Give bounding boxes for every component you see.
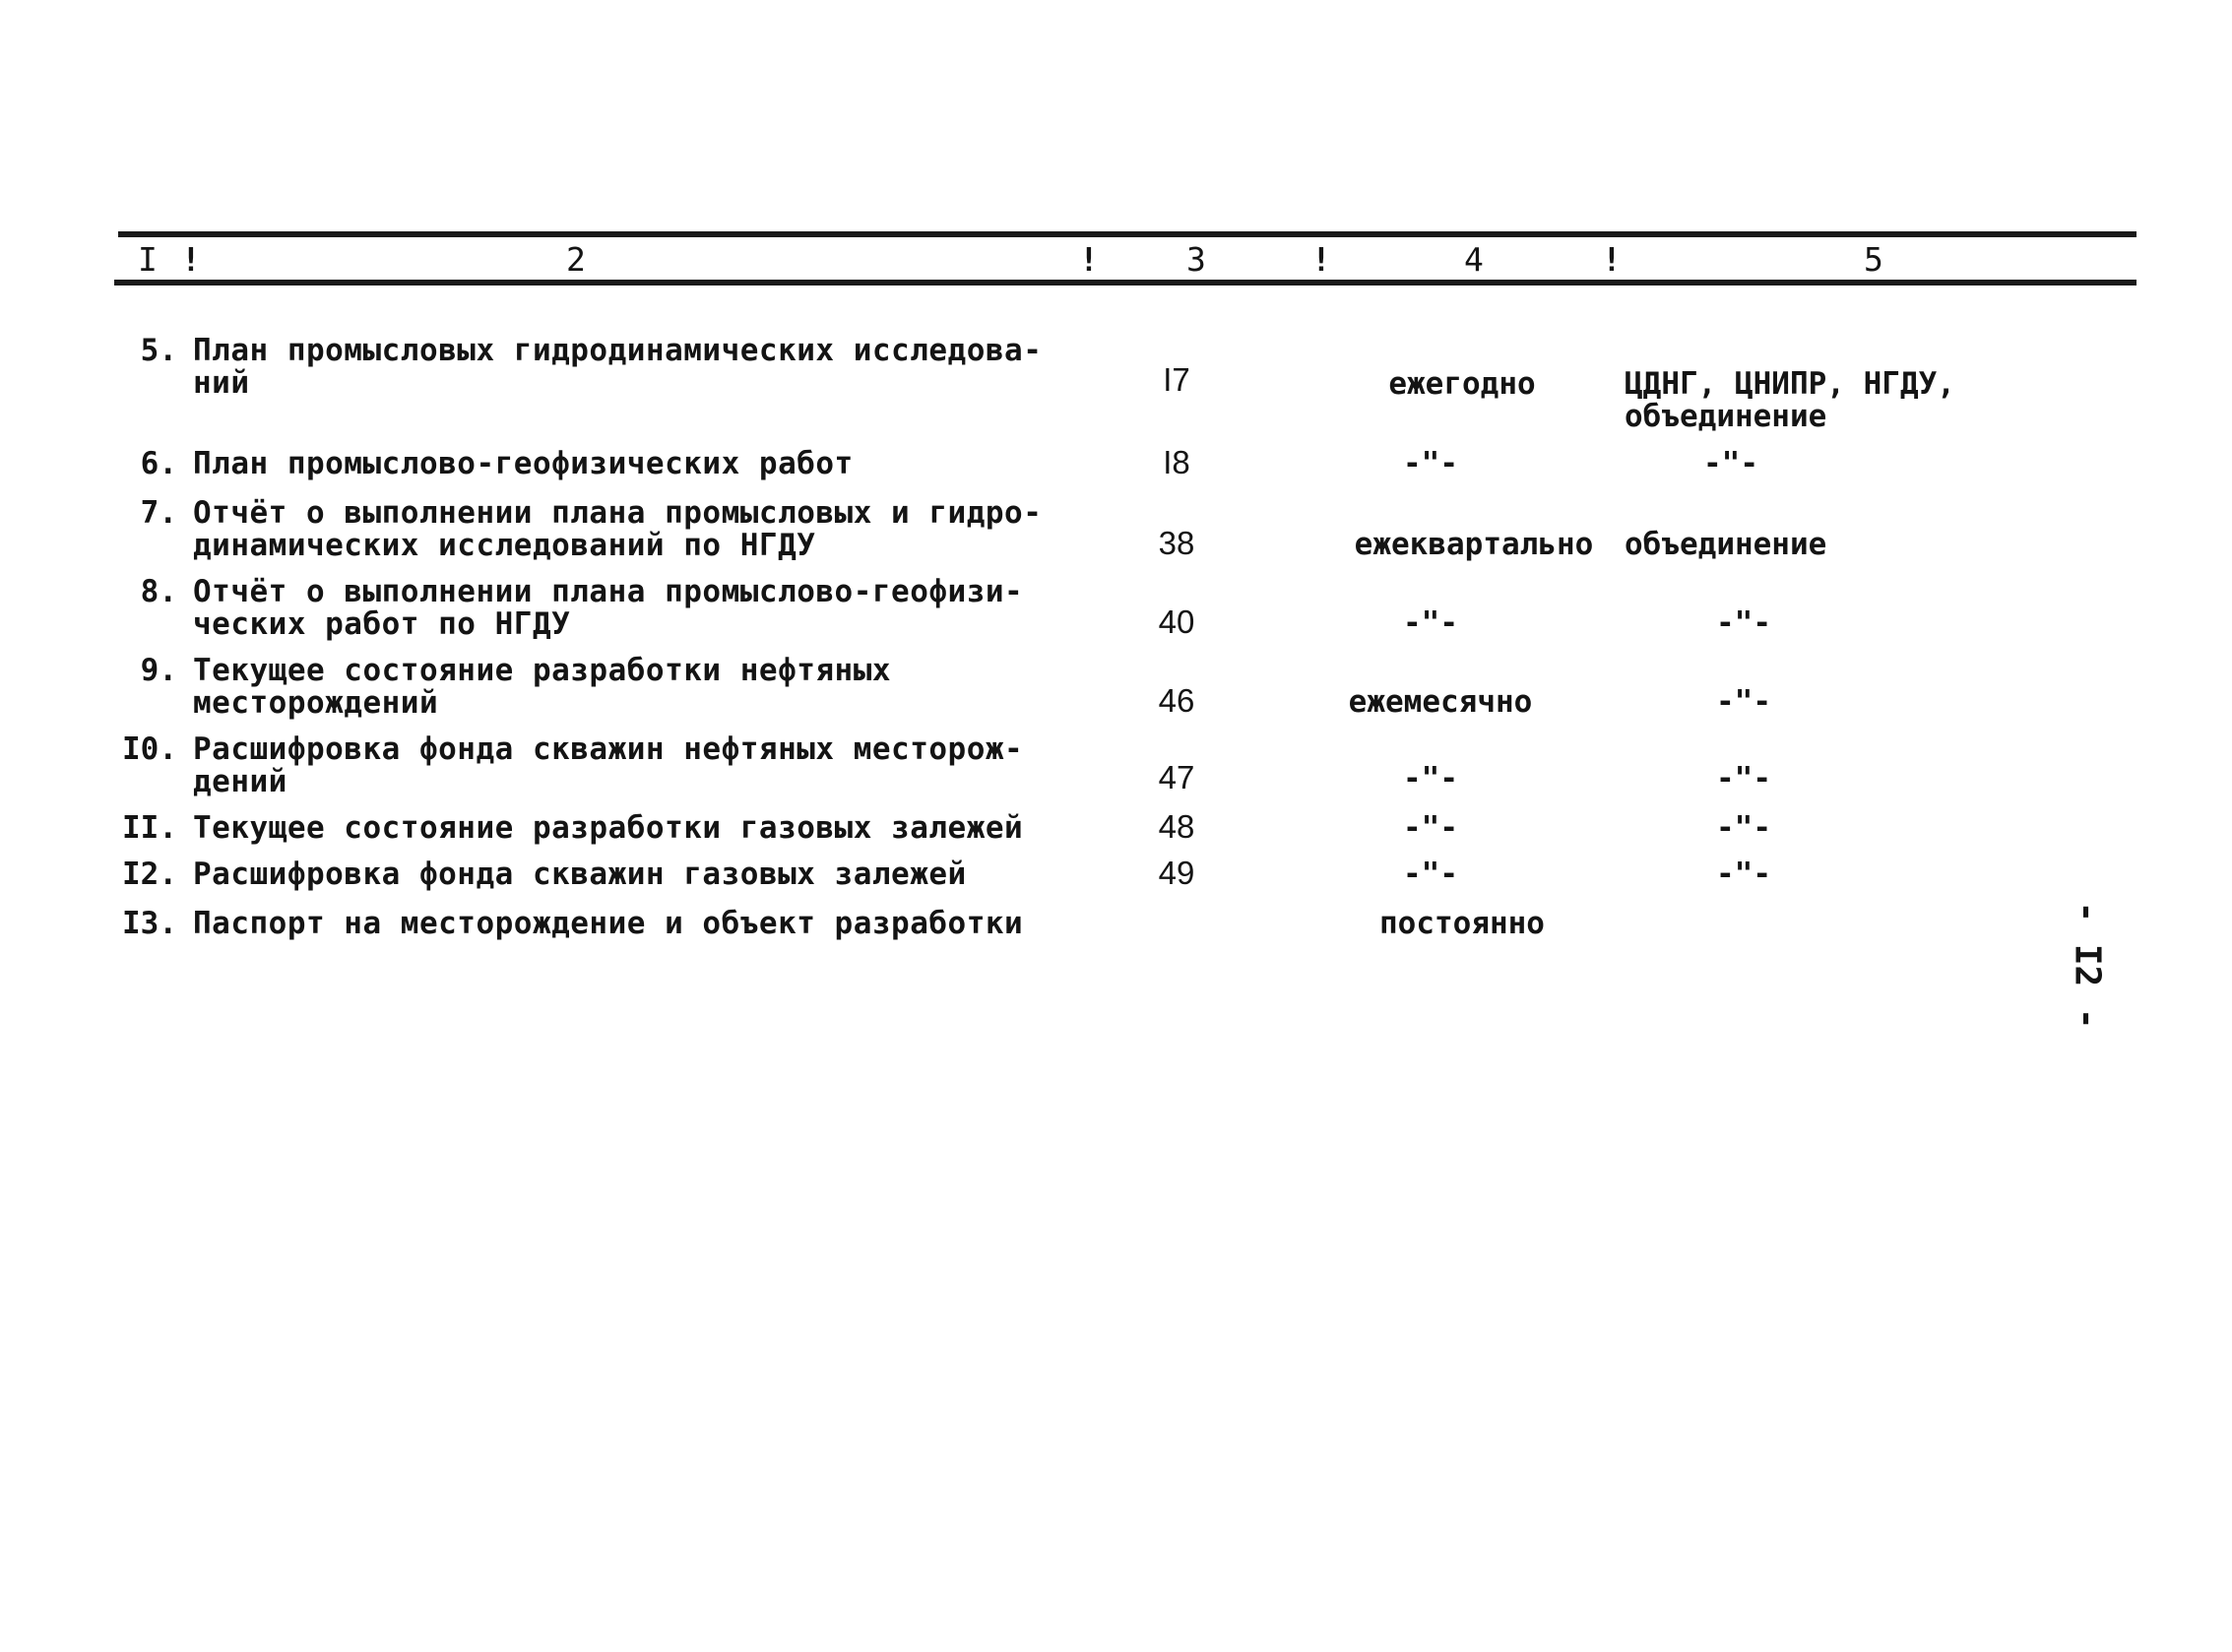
row-recipient: ЦДНГ, ЦНИПР, НГДУ, объединение <box>1625 366 1955 434</box>
row-period: -"- <box>1403 605 1458 641</box>
row-number: I3. <box>122 906 177 941</box>
row-number: 5. <box>140 333 177 368</box>
row-title: Отчёт о выполнении плана промыслово-геофизи- ческих работ по НГДУ <box>193 574 1024 642</box>
header-col-4: 4 <box>1464 240 1484 279</box>
row-title: Текущее состояние разработки нефтяных месторождений <box>193 653 892 721</box>
row-recipient: -"- <box>1716 605 1771 641</box>
row-form-number: 49 <box>1158 855 1195 891</box>
row-number: I2. <box>122 857 177 892</box>
header-col-5: 5 <box>1864 240 1883 279</box>
row-title: Паспорт на месторождение и объект разработки <box>193 906 1024 941</box>
row-title: Текущее состояние разработки газовых залежей <box>193 810 1024 846</box>
row-period: -"- <box>1403 857 1458 892</box>
row-recipient: объединение <box>1625 527 1827 562</box>
page-number-text: - I2 - <box>2067 900 2108 1030</box>
header-col-3: 3 <box>1186 240 1206 279</box>
row-title: Отчёт о выполнении плана промысловых и гидро- динамических исследований по НГДУ <box>193 495 1043 563</box>
header-col-1: I <box>138 240 158 279</box>
row-period: ежегодно <box>1388 366 1536 402</box>
table-top-rule <box>118 231 2136 237</box>
row-form-number: 38 <box>1158 525 1195 561</box>
row-recipient: -"- <box>1716 810 1771 846</box>
row-form-number: I7 <box>1163 361 1190 398</box>
row-period: -"- <box>1403 446 1458 481</box>
row-period: -"- <box>1403 810 1458 846</box>
row-recipient: -"- <box>1716 857 1771 892</box>
row-form-number: 48 <box>1158 808 1195 845</box>
row-form-number: I8 <box>1163 444 1190 480</box>
row-title: Расшифровка фонда скважин нефтяных месторож- дений <box>193 731 1024 799</box>
row-recipient: -"- <box>1716 684 1771 720</box>
row-form-number: 40 <box>1158 604 1195 640</box>
row-period: постоянно <box>1379 906 1545 941</box>
row-period: ежеквартально <box>1354 527 1594 562</box>
row-title: План промыслово-геофизических работ <box>193 446 854 481</box>
row-number: 6. <box>140 446 177 481</box>
header-col-2: 2 <box>566 240 586 279</box>
table-header-rule <box>114 280 2136 286</box>
row-period: -"- <box>1403 761 1458 796</box>
row-number: 7. <box>140 495 177 531</box>
row-period: ежемесячно <box>1348 684 1533 720</box>
row-number: II. <box>122 810 177 846</box>
row-form-number: 46 <box>1158 682 1195 719</box>
row-number: 8. <box>140 574 177 609</box>
row-title: План промысловых гидродинамических исследова- ний <box>193 333 1043 401</box>
row-title: Расшифровка фонда скважин газовых залежей <box>193 857 967 892</box>
row-number: 9. <box>140 653 177 688</box>
header-separator: ! <box>1079 240 1099 279</box>
header-separator: ! <box>181 240 201 279</box>
row-number: I0. <box>122 731 177 767</box>
row-recipient: -"- <box>1716 761 1771 796</box>
row-recipient: -"- <box>1703 446 1758 481</box>
header-separator: ! <box>1311 240 1331 279</box>
row-form-number: 47 <box>1158 759 1195 795</box>
header-separator: ! <box>1602 240 1622 279</box>
page-number <box>2048 886 2127 1044</box>
